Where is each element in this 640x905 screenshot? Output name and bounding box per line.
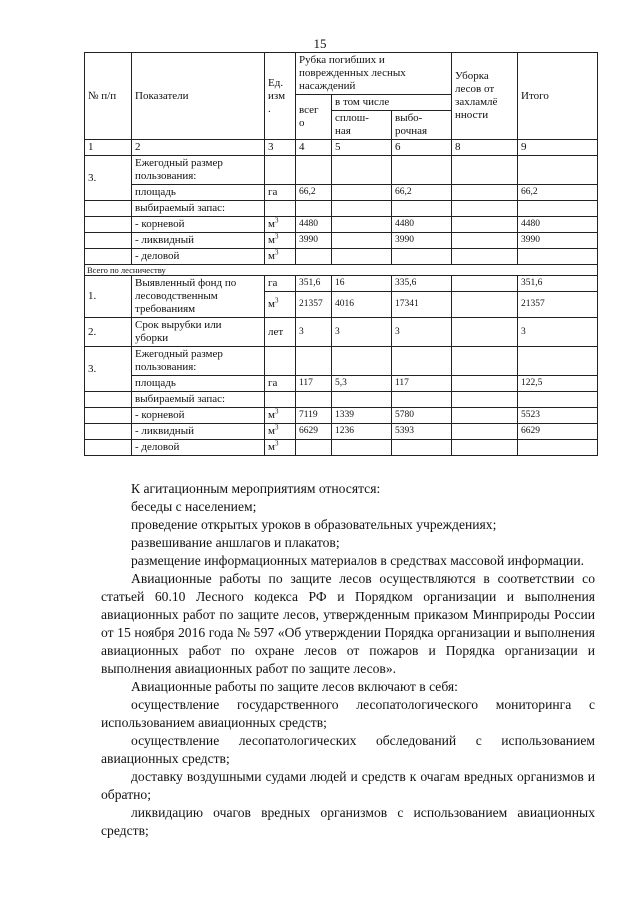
row-label: - деловой [132,249,265,265]
col-number: 1 [85,140,132,156]
row-unit: $м^3$ [265,440,296,456]
column-numbers-row [85,140,598,156]
cell-itogo: 5523 [518,408,598,424]
cell-selective: 66,2 [392,185,452,201]
row-label: площадь [132,185,265,201]
cell-total: 21357 [296,292,332,318]
cell-selective: 117 [392,376,452,392]
cell-itogo: 351,6 [518,276,598,292]
table-row [85,276,598,292]
cell-total: 3990 [296,233,332,249]
table-row [85,233,598,249]
cell-total: 4480 [296,217,332,233]
row-label: - корневой [132,408,265,424]
col-number: 3 [265,140,296,156]
row-label: - ликвидный [132,233,265,249]
cell-selective: 335,6 [392,276,452,292]
row-label: выбираемый запас: [132,392,265,408]
row-unit: $м^3$ [265,408,296,424]
table-row [85,217,598,233]
cell-itogo: 6629 [518,424,598,440]
col-number: 9 [518,140,598,156]
row-unit: га [265,185,296,201]
cell-clear: 1339 [332,408,392,424]
row-label: Срок вырубки или уборки [132,318,265,347]
table-row [85,347,598,376]
table-row [85,408,598,424]
header-including: в том числе [332,95,452,111]
header-unit: Ед. изм . [265,53,296,140]
body-text [101,480,595,840]
paragraph: проведение открытых уроков в образовательных учреждениях; [131,517,497,532]
paragraph: осуществление лесопатологических обследований с использованием авиационных средств; [101,733,595,766]
header-selective: выбо- рочная [392,111,452,140]
col-number: 6 [392,140,452,156]
paragraph: осуществление государственного лесопатологического мониторинга с использованием авиационных средств; [101,697,595,730]
table-row [85,376,598,392]
cell-selective: 5393 [392,424,452,440]
row-label: - деловой [132,440,265,456]
row-unit: га [265,376,296,392]
table-row [85,249,598,265]
header-clear: сплош- ная [332,111,392,140]
page-number: 15 [313,36,327,51]
cell-selective: 3 [392,318,452,347]
header-itogo: Итого [518,53,598,140]
cell-itogo: 4480 [518,217,598,233]
section-row [85,265,598,276]
paragraph: доставку воздушными судами людей и средств к очагам вредных организмов и обратно; [101,769,595,802]
row-label: - ликвидный [132,424,265,440]
cell-clear: 5,3 [332,376,392,392]
paragraph: Авиационные работы по защите лесов включают в себя: [131,679,458,694]
col-number: 8 [452,140,518,156]
table-row [85,185,598,201]
cell-clear: 1236 [332,424,392,440]
cell-itogo: 3 [518,318,598,347]
cell-itogo: 21357 [518,292,598,318]
paragraph: К агитационным мероприятиям относятся: [131,481,381,496]
row-unit: $м^3$ [265,217,296,233]
cell-clear: 4016 [332,292,392,318]
cell-total: 66,2 [296,185,332,201]
cell-itogo: 122,5 [518,376,598,392]
table-row [85,156,598,185]
cell-selective: 17341 [392,292,452,318]
forest-cutting-table [84,52,598,456]
header-cleanup: Уборка лесов от захламлё нности [452,53,518,140]
header-indicator: Показатели [132,53,265,140]
cell-selective: 3990 [392,233,452,249]
cell-total: 7119 [296,408,332,424]
table-row [85,424,598,440]
row-label: Выявленный фонд по лесоводственным требованиям [132,276,265,318]
cell-itogo: 3990 [518,233,598,249]
row-label: площадь [132,376,265,392]
paragraph: Авиационные работы по защите лесов осуществляются в соответствии со статьей 60.10 Лесного кодекса РФ и Порядком организации и выполнения авиационных работ по защите лесов, утвержденным приказом Минприроды России от 15 ноября 2016 года № 597 «Об утверждении Порядка организации и выполнения авиационных работ по охране лесов от пожаров и Порядка организации и выполнения авиационных работ по защите лесов». [101,571,595,676]
paragraph: беседы с населением; [131,499,257,514]
row-number: 3. [85,156,132,201]
table-row [85,392,598,408]
row-label: Ежегодный размер пользования: [132,156,265,185]
table-row [85,201,598,217]
cell-total: 6629 [296,424,332,440]
row-unit: $м^3$ [265,292,296,318]
cell-total: 117 [296,376,332,392]
col-number: 2 [132,140,265,156]
table-row [85,318,598,347]
row-unit: га [265,276,296,292]
cell-total: 351,6 [296,276,332,292]
header-num: № п/п [85,53,132,140]
row-label: Ежегодный размер пользования: [132,347,265,376]
row-unit: лет [265,318,296,347]
paragraph: размещение информационных материалов в средствах массовой информации. [131,553,585,568]
cell-itogo: 66,2 [518,185,598,201]
row-label: - корневой [132,217,265,233]
row-unit: $м^3$ [265,249,296,265]
cell-selective: 4480 [392,217,452,233]
row-unit: $м^3$ [265,424,296,440]
section-title: Всего по лесничеству [85,265,598,276]
row-number: 1. [85,276,132,318]
row-number: 3. [85,347,132,392]
paragraph: ликвидацию очагов вредных организмов с использованием авиационных средств; [101,805,595,838]
row-number: 2. [85,318,132,347]
row-unit: $м^3$ [265,233,296,249]
cell-clear: 3 [332,318,392,347]
col-number: 5 [332,140,392,156]
paragraph: развешивание аншлагов и плакатов; [131,535,340,550]
header-row-1 [85,53,598,95]
cell-selective: 5780 [392,408,452,424]
cell-total: 3 [296,318,332,347]
table-row [85,440,598,456]
col-number: 4 [296,140,332,156]
header-total: всег о [296,95,332,140]
header-cutting: Рубка погибших и поврежденных лесных насаждений [296,53,452,95]
row-label: выбираемый запас: [132,201,265,217]
cell-clear: 16 [332,276,392,292]
